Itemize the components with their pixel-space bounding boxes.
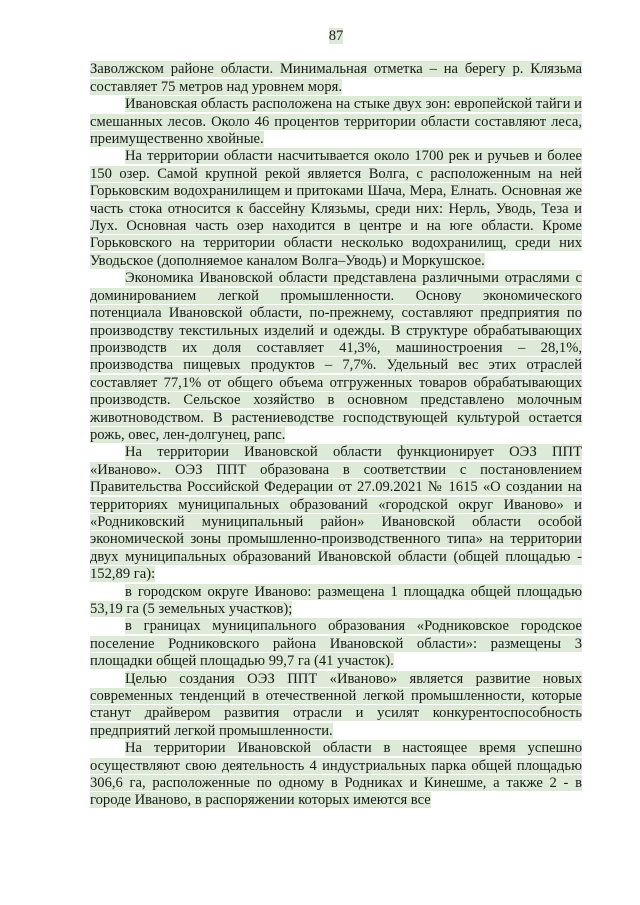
- page-number: [90, 28, 582, 45]
- paragraph-text: Экономика Ивановской области представлена различными отраслями с доминированием легкой промышленности. Основу экономического потенциала Ивановской области, по-прежнему, составляют предприятия по производству текстильных изделий и одежды. В структуре обрабатывающих производств их доля составляет 41,3%, машиностроения – 28,1%, производства пищевых продуктов – 7,7%. Удельный вес этих отраслей составляет 77,1% от общего объема отгруженных товаров обрабатывающих производств. Сельское хозяйство в основном представлено молочным животноводством. В растениеводстве господствующей культурой остается рожь, овес, лен-долгунец, рапс.: [90, 270, 582, 443]
- body-paragraph: [90, 618, 582, 670]
- paragraph-text: Целью создания ОЭЗ ППТ «Иваново» является развитие новых современных тенденций в отечественной легкой промышленности, которые станут драйвером развития отрасли и усилят конкурентоспособность предприятий легкой промышленности.: [90, 670, 582, 739]
- body-paragraph: [90, 61, 582, 96]
- paragraph-text: в городском округе Иваново: размещена 1 площадка общей площадью 53,19 га (5 земельных участков);: [90, 583, 582, 617]
- body-paragraph: [90, 584, 582, 619]
- body-paragraph: [90, 444, 582, 583]
- paragraph-text: На территории области насчитывается около 1700 рек и ручьев и более 150 озер. Самой крупной рекой является Волга, с расположенным на ней Горьковским водохранилищем и притоками Шача, Мера, Елнать. Основная же часть стока относится к бассейну Клязьмы, среди них: Нерль, Уводь, Теза и Лух. Основная часть озер находится в центре и на юге области. Кроме Горьковского на территории области несколько водохранилищ, среди них Уводьское (дополняемое каналом Волга–Уводь) и Моркушское.: [90, 148, 582, 269]
- paragraph-text: Ивановская область расположена на стыке двух зон: европейской тайги и смешанных лесов. Около 46 процентов территории области составляют леса, преимущественно хвойные.: [90, 96, 582, 148]
- body-paragraph: [90, 740, 582, 810]
- body-paragraph: [90, 671, 582, 741]
- body-paragraph: [90, 270, 582, 444]
- body-paragraph: [90, 96, 582, 148]
- paragraph-text: На территории Ивановской области в настоящее время успешно осуществляют свою деятельность 4 индустриальных парка общей площадью 306,6 га, расположенные по одному в Родниках и Кинешме, а также 2 - в городе Иваново, в распоряжении которых имеются все: [90, 740, 582, 809]
- paragraph-text: Заволжском районе области. Минимальная отметка – на берегу р. Клязьма составляет 75 метров над уровнем моря.: [90, 61, 582, 95]
- paragraph-text: На территории Ивановской области функционирует ОЭЗ ППТ «Иваново». ОЭЗ ППТ образована в соответствии с постановлением Правительства Российской Федерации от 27.09.2021 № 1615 «О создании на территориях муниципальных образований «городской округ Иваново» и «Родниковский муниципальный район» Ивановской области особой экономической зоны промышленно-производственного типа» на территории двух муниципальных образований Ивановской области (общей площадью - 152,89 га):: [90, 444, 582, 583]
- paragraph-text: в границах муниципального образования «Родниковское городское поселение Родниковского района Ивановской области»: размещены 3 площадки общей площадью 99,7 га (41 участок).: [90, 618, 582, 670]
- body-paragraph: [90, 148, 582, 270]
- page-number-text: 87: [328, 28, 344, 44]
